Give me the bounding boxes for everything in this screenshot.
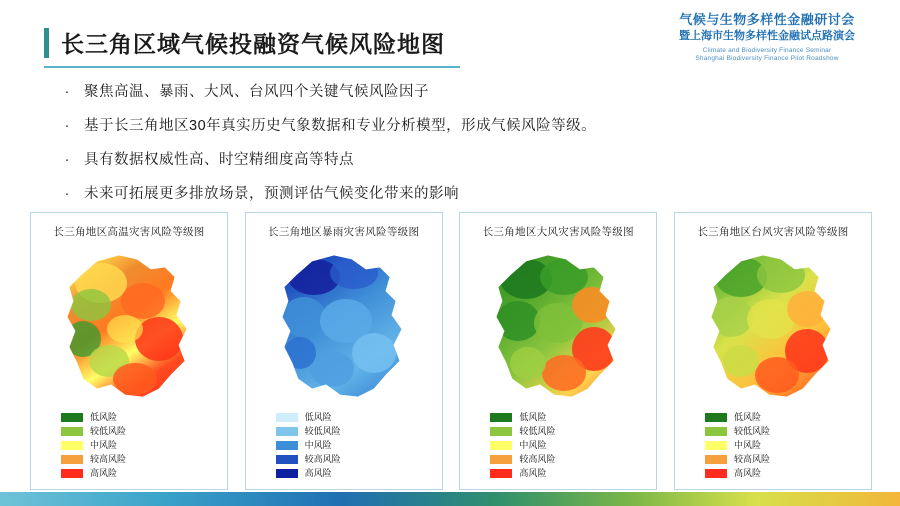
risk-map-rain [254,243,436,418]
legend-label: 较低风险 [519,426,556,436]
legend-item [61,438,191,452]
legend-label: 较高风险 [733,454,770,464]
legend-swatch [490,413,512,422]
legend-swatch [705,469,727,478]
list-item [60,82,780,102]
legend-swatch [705,441,727,450]
legend-label: 低风险 [519,412,547,422]
map-card-title: 长三角地区台风灾害风险等级图 [697,226,849,238]
brand-line-2: 暨上海市生物多样性金融试点路演会 [679,30,855,43]
list-item [60,184,780,204]
legend-label: 低风险 [90,412,118,422]
title-accent-bar [44,28,49,58]
legend-label: 中风险 [733,440,761,450]
legend [490,410,620,480]
legend-label: 高风险 [519,468,547,478]
map-graphic [254,243,436,418]
bullet-list [60,82,780,218]
legend-swatch [705,427,727,436]
legend-swatch [276,427,298,436]
legend-label: 高风险 [90,468,118,478]
legend-label: 较高风险 [519,454,556,464]
bullet-marker-icon: · [64,117,70,134]
legend [61,410,191,480]
legend-label: 低风险 [304,412,332,422]
legend-item [276,438,406,452]
title-text: 长三角区域气候投融资气候风险地图 [61,31,445,57]
brand-line-1: 气候与生物多样性金融研讨会 [679,12,855,27]
footer-gradient-bar [0,492,900,506]
legend-swatch [705,455,727,464]
legend-swatch [276,413,298,422]
brand-line-4: Shanghai Biodiversity Finance Pilot Roadshow [695,55,839,63]
legend-item [276,452,406,466]
legend-item [276,424,406,438]
legend-label: 较高风险 [90,454,127,464]
legend-item [61,410,191,424]
list-item [60,116,780,136]
legend-label: 较低风险 [90,426,127,436]
legend-item [490,466,620,480]
legend-swatch [61,441,83,450]
legend-item [705,424,835,438]
risk-map-wind [468,243,650,418]
legend-swatch [705,413,727,422]
legend-swatch [276,441,298,450]
legend-item [61,452,191,466]
legend [276,410,406,480]
legend-item [705,466,835,480]
legend-item [705,438,835,452]
legend-swatch [61,413,83,422]
legend-label: 中风险 [519,440,547,450]
legend-swatch [276,455,298,464]
map-card-heat[interactable] [30,212,228,490]
map-card-title: 长三角地区大风灾害风险等级图 [482,226,634,238]
map-card-title: 长三角地区高温灾害风险等级图 [53,226,205,238]
brand-logo [652,12,882,63]
map-graphic [39,243,221,418]
legend-item [276,466,406,480]
legend-swatch [61,469,83,478]
legend-label: 较低风险 [733,426,770,436]
legend-label: 高风险 [304,468,332,478]
legend-label: 低风险 [733,412,761,422]
bullet-marker-icon: · [64,151,70,168]
bullet-marker-icon: · [64,185,70,202]
legend-label: 较高风险 [304,454,341,464]
map-card-row [30,212,872,490]
bullet-text: 聚焦高温、暴雨、大风、台风四个关键气候风险因子 [84,84,429,100]
legend [705,410,835,480]
map-card-rain[interactable] [245,212,443,490]
brand-line-3: Climate and Biodiversity Finance Seminar [702,47,832,54]
legend-swatch [61,427,83,436]
legend-item [490,410,620,424]
map-graphic [683,243,865,418]
legend-item [61,424,191,438]
legend-item [490,438,620,452]
legend-swatch [61,455,83,464]
bullet-text: 具有数据权威性高、时空精细度高等特点 [84,152,354,168]
legend-swatch [490,469,512,478]
map-graphic [468,243,650,418]
page-title [44,26,445,59]
bullet-text: 未来可拓展更多排放场景，预测评估气候变化带来的影响 [84,186,459,202]
title-underline [44,66,460,68]
legend-item [490,452,620,466]
legend-item [705,452,835,466]
map-card-title: 长三角地区暴雨灾害风险等级图 [268,226,420,238]
legend-swatch [490,441,512,450]
risk-map-typhoon [683,243,865,418]
legend-label: 高风险 [733,468,761,478]
risk-map-heat [39,243,221,418]
legend-label: 中风险 [90,440,118,450]
legend-swatch [490,455,512,464]
list-item [60,150,780,170]
map-card-typhoon[interactable] [674,212,872,490]
legend-label: 较低风险 [304,426,341,436]
bullet-text: 基于长三角地区30年真实历史气象数据和专业分析模型，形成气候风险等级。 [84,118,597,134]
legend-item [61,466,191,480]
legend-item [705,410,835,424]
bullet-marker-icon: · [64,83,70,100]
map-card-wind[interactable] [459,212,657,490]
legend-item [490,424,620,438]
legend-item [276,410,406,424]
legend-swatch [490,427,512,436]
legend-label: 中风险 [304,440,332,450]
legend-swatch [276,469,298,478]
